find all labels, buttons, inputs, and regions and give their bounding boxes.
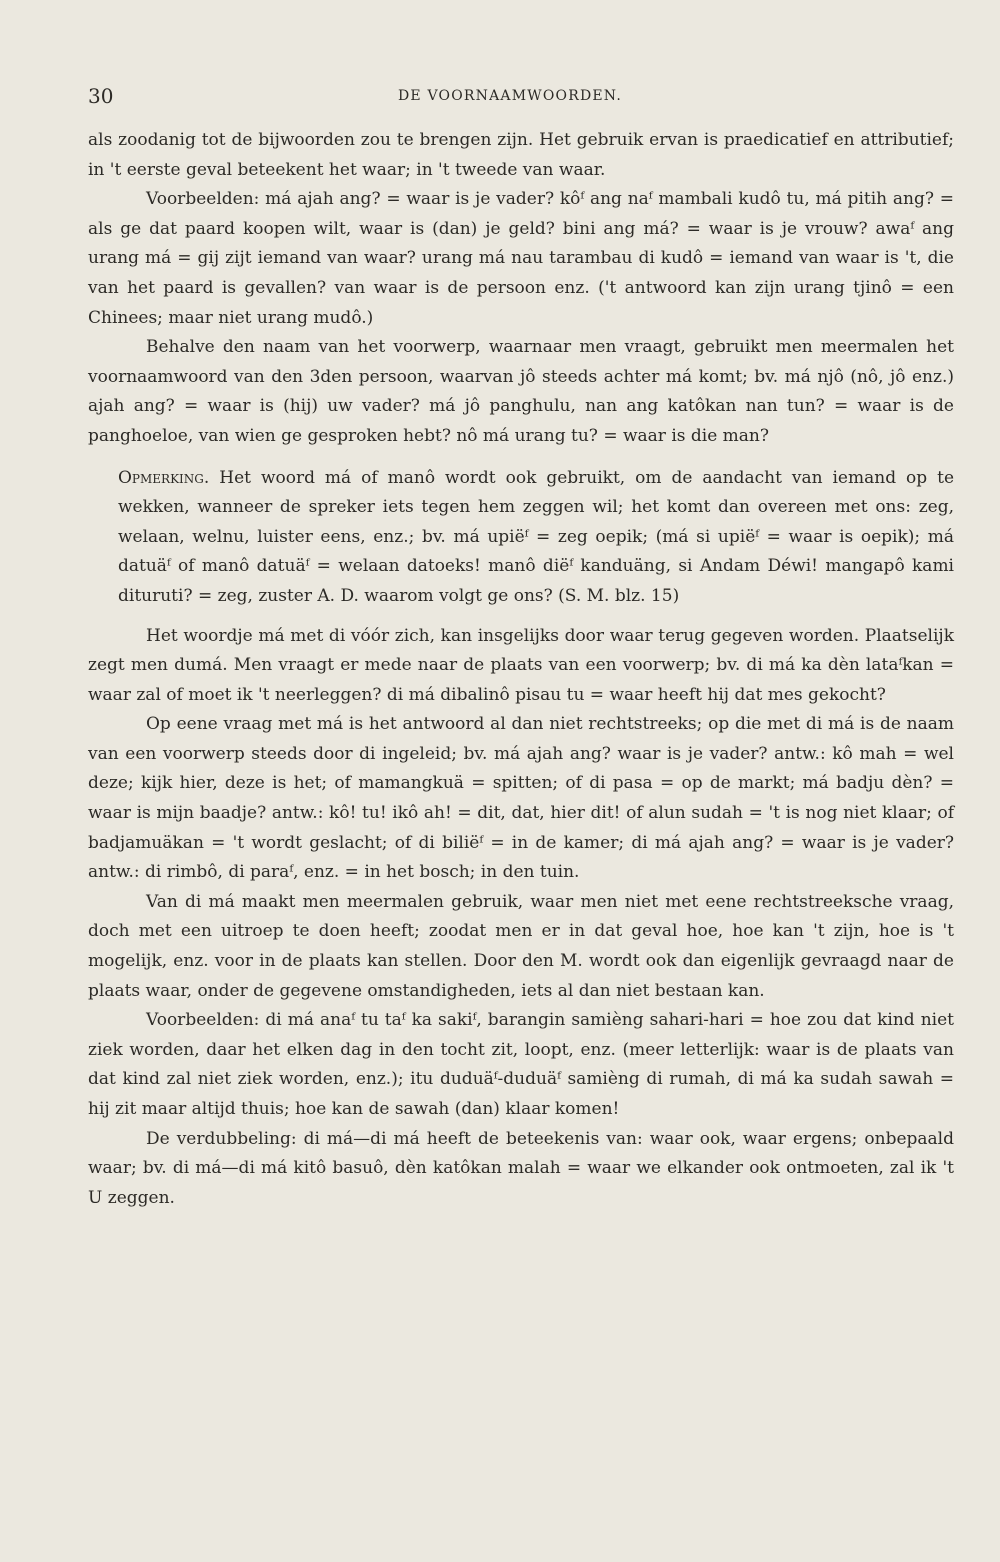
page-header [88,84,942,110]
remark-text: Het woord má of manô wordt ook gebruikt, om de aandacht van iemand op te wekken, wanneer de spreker iets tegen hem zeggen wil; het komt dan overeen met ons: zeg, welaan, welnu, luister eens, enz.; bv. má upiëᶠ = zeg oepik; (má si upiëᶠ = waar is oepik); má datuäᶠ of manô datuäᶠ = welaan datoeks! manô diëᶠ kanduäng, si Andam Déwi! mangapô kami dituruti? = zeg, zuster A. D. waarom volgt ge ons? (S. M. blz. 15) [118,467,955,606]
paragraph: Voorbeelden: má ajah ang? = waar is je vader? kôᶠ ang naᶠ mambali kudô tu, má pitih ang? = als ge dat paard koopen wilt, waar is (dan) je geld? bini ang má? = waar is je vrouw? awaᶠ ang urang má = gij zijt iemand van waar? urang má nau tarambau di kudô = iemand van waar is 't, die van het paard is gevallen? van waar is de persoon enz. ('t antwoord kan zijn urang tjinô = een Chinees; maar niet urang mudô.) [88,189,954,328]
remark-label: Opmerking. [118,467,210,488]
page-number: 30 [88,84,114,108]
paragraph: Voorbeelden: di má anaᶠ tu taᶠ ka sakiᶠ, barangin samièng sahari-hari = hoe zou dat kind niet ziek worden, daar het elken dag in den tocht zit, loopt, enz. (meer letterlijk: waar is de plaats van dat kind zal niet ziek worden, enz.); itu duduäᶠ-duduäᶠ samièng di rumah, di má ka sudah sawah = hij zit maar altijd thuis; hoe kan de sawah (dan) klaar komen! [88,1010,954,1119]
body-text [88,126,954,1213]
paragraph: De verdubbeling: di má—di má heeft de beteekenis van: waar ook, waar ergens; onbepaald waar; bv. di má—di má kitô basuô, dèn katôkan malah = waar we elkander ook ontmoeten, zal ik 't U zeggen. [88,1128,954,1208]
paragraph: Van di má maakt men meermalen gebruik, waar men niet met eene rechtstreeksche vraag, doch met een uitroep te doen heeft; zoodat men er in dat geval hoe, hoe kan 't zijn, hoe is 't mogelijk, enz. voor in de plaats kan stellen. Door den M. wordt ook dan eigenlijk gevraagd naar de plaats waar, onder de gegevene omstandigheden, iets al dan niet bestaan kan. [88,891,954,1001]
paragraph: Behalve den naam van het voorwerp, waarnaar men vraagt, gebruikt men meermalen het voornaamwoord van den 3den persoon, waarvan jô steeds achter má komt; bv. má njô (nô, jô enz.) ajah ang? = waar is (hij) uw vader? má jô panghulu, nan ang katôkan nan tun? = waar is de panghoeloe, van wien ge gesproken hebt? nô má urang tu? = waar is die man? [88,337,954,446]
running-title: DE VOORNAAMWOORDEN. [398,88,622,104]
paragraph: Het woordje má met di vóór zich, kan insgelijks door waar terug gegeven worden. Plaatselijk zegt men dumá. Men vraagt er mede naar de plaats van een voorwerp; bv. di má ka dèn lataᶠkan = waar zal of moet ik 't neerleggen? di má dibalinô pisau tu = waar heeft hij dat mes gekocht? [88,625,954,705]
remark-note [118,464,954,612]
paragraph: als zoodanig tot de bijwoorden zou te brengen zijn. Het gebruik ervan is praedicatief en attributief; in 't eerste geval beteekent het waar; in 't tweede van waar. [88,130,954,180]
paragraph: Op eene vraag met má is het antwoord al dan niet rechtstreeks; op die met di má is de naam van een voorwerp steeds door di ingeleid; bv. má ajah ang? waar is je vader? antw.: kô mah = wel deze; kijk hier, deze is het; of mamangkuä = spitten; of di pasa = op de markt; má badju dèn? = waar is mijn baadje? antw.: kô! tu! ikô ah! = dit, dat, hier dit! of alun sudah = 't is nog niet klaar; of badjamuäkan = 't wordt geslacht; of di biliëᶠ = in de kamer; di má ajah ang? = waar is je vader? antw.: di rimbô, di paraᶠ, enz. = in het bosch; in den tuin. [88,714,954,883]
